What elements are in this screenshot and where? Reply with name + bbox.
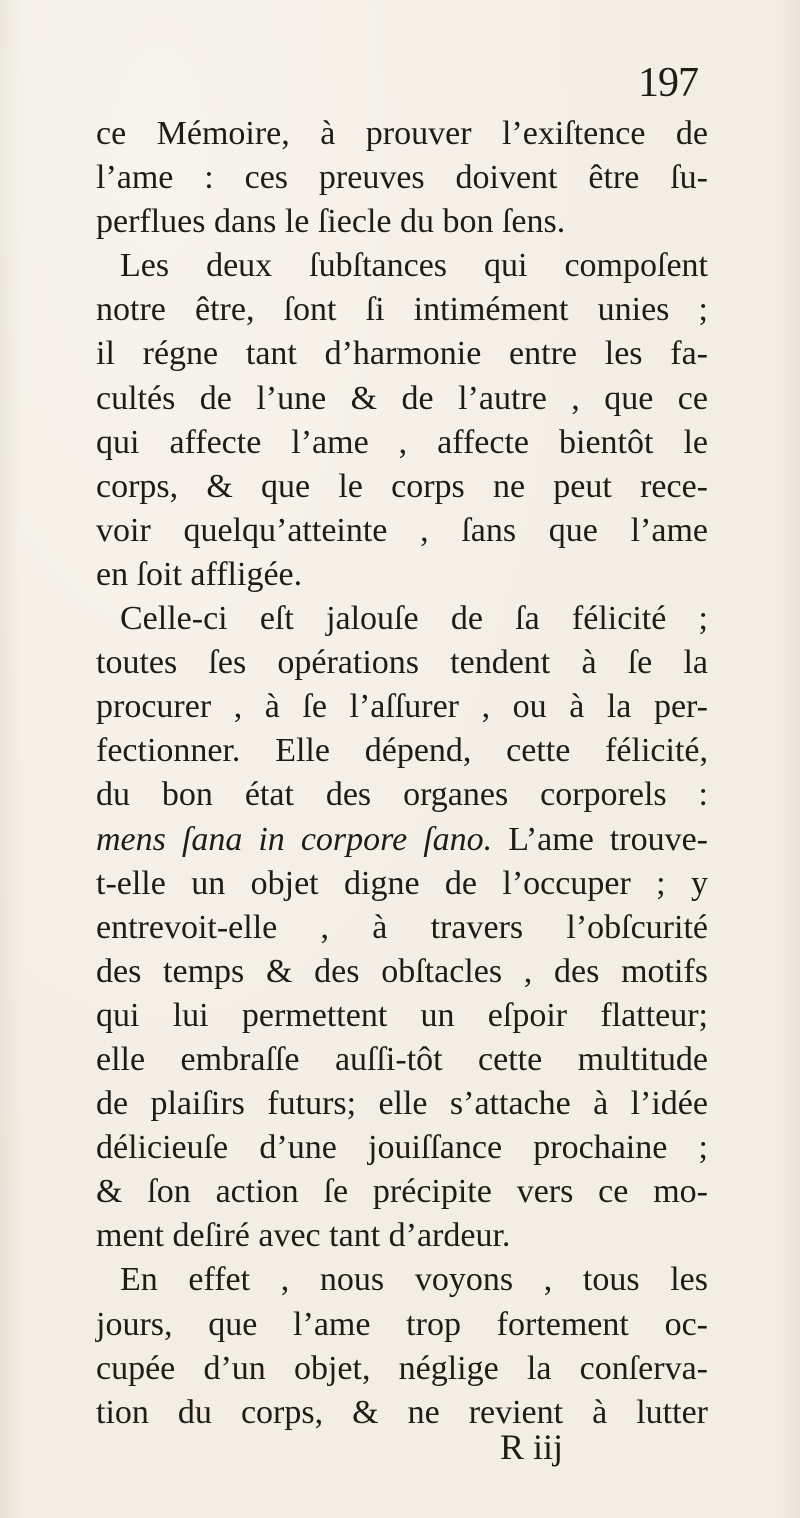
text-line: du bon état des organes corporels : bbox=[96, 776, 708, 814]
text-line: elle embraſſe auſſi-tôt cette multitude bbox=[96, 1040, 708, 1078]
latin-quote: mens ſana in corpore ſano. bbox=[96, 820, 493, 858]
text-line: des temps & des obſtacles , des motifs bbox=[96, 952, 708, 990]
text-line: l’ame : ces preuves doivent être ſu- bbox=[96, 159, 708, 197]
paragraph-start-line: Les deux ſubſtances qui compoſent bbox=[120, 247, 708, 285]
text-line: en ſoit affligée. bbox=[96, 555, 303, 593]
text-line: corps, & que le corps ne peut rece- bbox=[96, 467, 708, 505]
text-line: de plaiſirs futurs; elle s’attache à l’idée bbox=[96, 1085, 708, 1123]
text-line: voir quelqu’atteinte , ſans que l’ame bbox=[96, 511, 708, 549]
text-line-latin-quote bbox=[96, 818, 708, 862]
paragraph-start-line: En effet , nous voyons , tous les bbox=[120, 1261, 708, 1299]
text-line: qui affecte l’ame , affecte bientôt le bbox=[96, 423, 708, 461]
body-text bbox=[96, 112, 708, 1435]
text-line: perflues dans le ſiecle du bon ſens. bbox=[96, 203, 566, 241]
line-continuation: L’ame trouve- bbox=[492, 820, 708, 858]
page-number: 197 bbox=[638, 60, 698, 106]
text-line: qui lui permettent un eſpoir flatteur; bbox=[96, 996, 708, 1034]
text-line: & ſon action ſe précipite vers ce mo- bbox=[96, 1173, 708, 1211]
text-line: ment deſiré avec tant d’ardeur. bbox=[96, 1217, 511, 1255]
text-line: toutes ſes opérations tendent à ſe la bbox=[96, 644, 708, 682]
paragraph-start-line: Celle-ci eſt jalouſe de ſa félicité ; bbox=[120, 600, 708, 638]
text-line: entrevoit-elle , à travers l’obſcurité bbox=[96, 908, 708, 946]
text-line: procurer , à ſe l’aſſurer , ou à la per- bbox=[96, 688, 708, 726]
text-line: jours, que l’ame trop fortement oc- bbox=[96, 1305, 708, 1343]
text-line: t-elle un objet digne de l’occuper ; y bbox=[96, 864, 708, 902]
text-line: notre être, ſont ſi intimément unies ; bbox=[96, 291, 708, 329]
signature-mark: R iij bbox=[500, 1427, 564, 1467]
text-line: fectionner. Elle dépend, cette félicité, bbox=[96, 732, 708, 770]
text-line: il régne tant d’harmonie entre les fa- bbox=[96, 335, 708, 373]
text-line: cupée d’un objet, néglige la conſerva- bbox=[96, 1349, 708, 1387]
text-line: cultés de l’une & de l’autre , que ce bbox=[96, 379, 708, 417]
text-line: ce Mémoire, à prouver l’exiſtence de bbox=[96, 115, 708, 152]
text-line: tion du corps, & ne revient à lutter bbox=[96, 1393, 708, 1431]
text-line: délicieuſe d’une jouiſſance prochaine ; bbox=[96, 1129, 708, 1167]
